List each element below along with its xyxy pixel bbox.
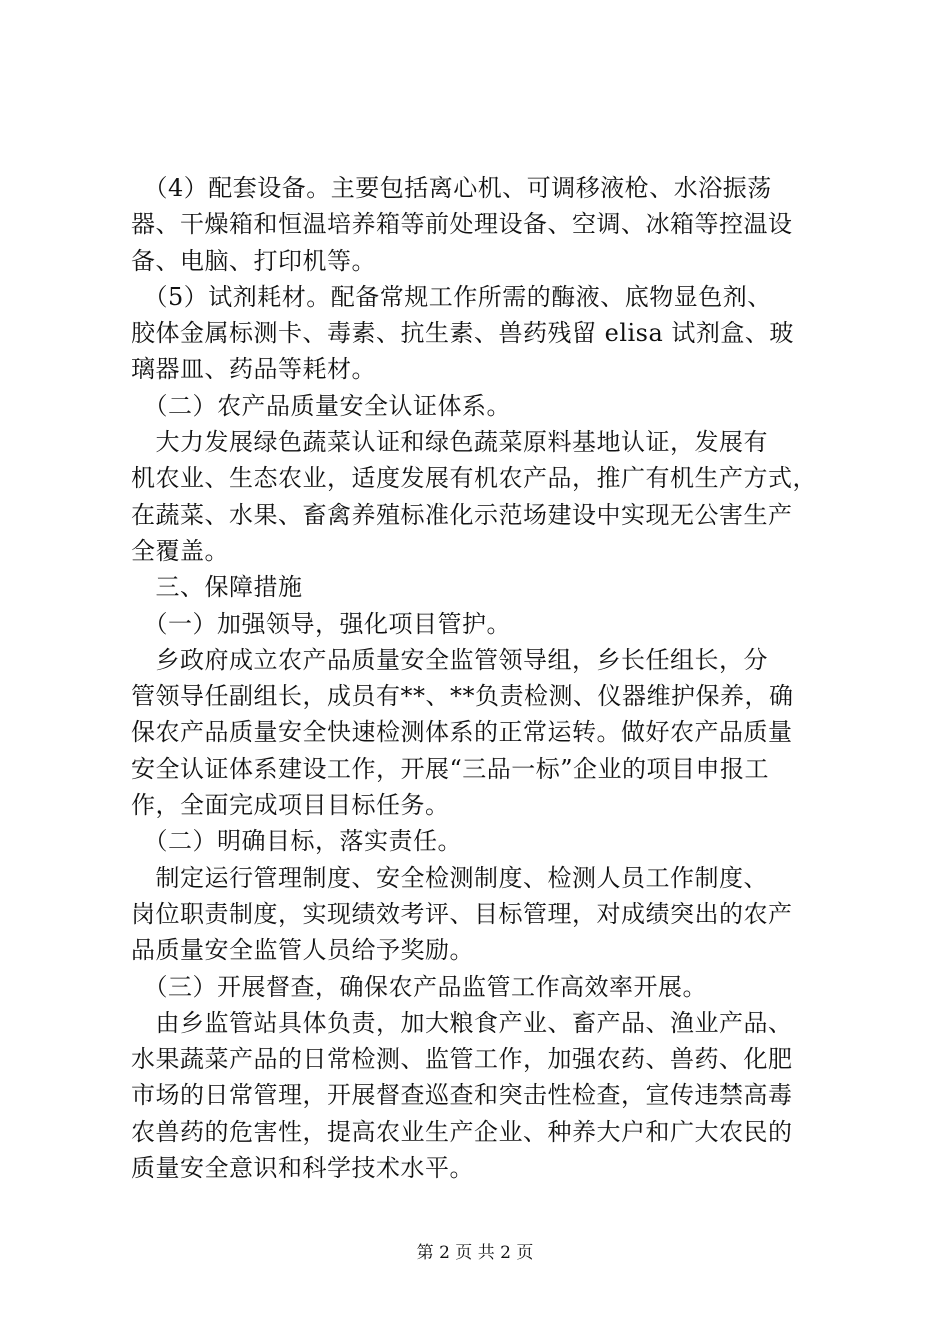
- text-line: （三）开展督查，确保农产品监管工作高效率开展。: [131, 972, 707, 1001]
- text-line: 备、电脑、打印机等。: [131, 246, 376, 275]
- text-line: （二）明确目标，落实责任。: [131, 827, 462, 856]
- text-line: 在蔬菜、水果、畜禽养殖标准化示范场建设中实现无公害生产: [131, 500, 793, 529]
- text-line: 农兽药的危害性，提高农业生产企业、种养大户和广大农民的: [131, 1117, 793, 1146]
- text-line: 安全认证体系建设工作，开展“三品一标”企业的项目申报工: [131, 754, 770, 783]
- text-line: 乡政府成立农产品质量安全监管领导组，乡长任组长，分: [131, 645, 768, 674]
- text-line: 岗位职责制度，实现绩效考评、目标管理，对成绩突出的农产: [131, 899, 793, 928]
- text-line: 璃器皿、药品等耗材。: [131, 355, 376, 384]
- text-line: 市场的日常管理，开展督查巡查和突击性检查，宣传违禁高毒: [131, 1081, 793, 1110]
- text-line: 品质量安全监管人员给予奖励。: [131, 936, 474, 965]
- text-line: 全覆盖。: [131, 536, 229, 565]
- document-body: [131, 170, 831, 1186]
- text-line: 胶体金属标测卡、毒素、抗生素、兽药残留 elisa 试剂盒、玻: [131, 319, 794, 348]
- text-line: 器、干燥箱和恒温培养箱等前处理设备、空调、冰箱等控温设: [131, 210, 793, 239]
- text-line: 作，全面完成项目目标任务。: [131, 791, 450, 820]
- text-line: 质量安全意识和科学技术水平。: [131, 1154, 474, 1183]
- text-line: 水果蔬菜产品的日常检测、监管工作，加强农药、兽药、化肥: [131, 1045, 793, 1074]
- text-line: （二）农产品质量安全认证体系。: [131, 391, 511, 420]
- text-line: （5）试剂耗材。配备常规工作所需的酶液、底物显色剂、: [131, 282, 772, 311]
- text-line: 大力发展绿色蔬菜认证和绿色蔬菜原料基地认证，发展有: [131, 428, 768, 457]
- text-line: 管领导任副组长，成员有**、**负责检测、仪器维护保养，确: [131, 682, 794, 711]
- page-footer: 第 2 页 共 2 页: [416, 1243, 534, 1263]
- text-line: 保农产品质量安全快速检测体系的正常运转。做好农产品质量: [131, 718, 793, 747]
- text-line: 制定运行管理制度、安全检测制度、检测人员工作制度、: [131, 863, 768, 892]
- text-line: （一）加强领导，强化项目管护。: [131, 609, 511, 638]
- text-line: 由乡监管站具体负责，加大粮食产业、畜产品、渔业产品、: [131, 1008, 793, 1037]
- text-line: 机农业、生态农业，适度发展有机农产品，推广有机生产方式，: [131, 464, 817, 493]
- text-line: 三、保障措施: [131, 573, 303, 602]
- text-line: （4）配套设备。主要包括离心机、可调移液枪、水浴振荡: [131, 174, 772, 202]
